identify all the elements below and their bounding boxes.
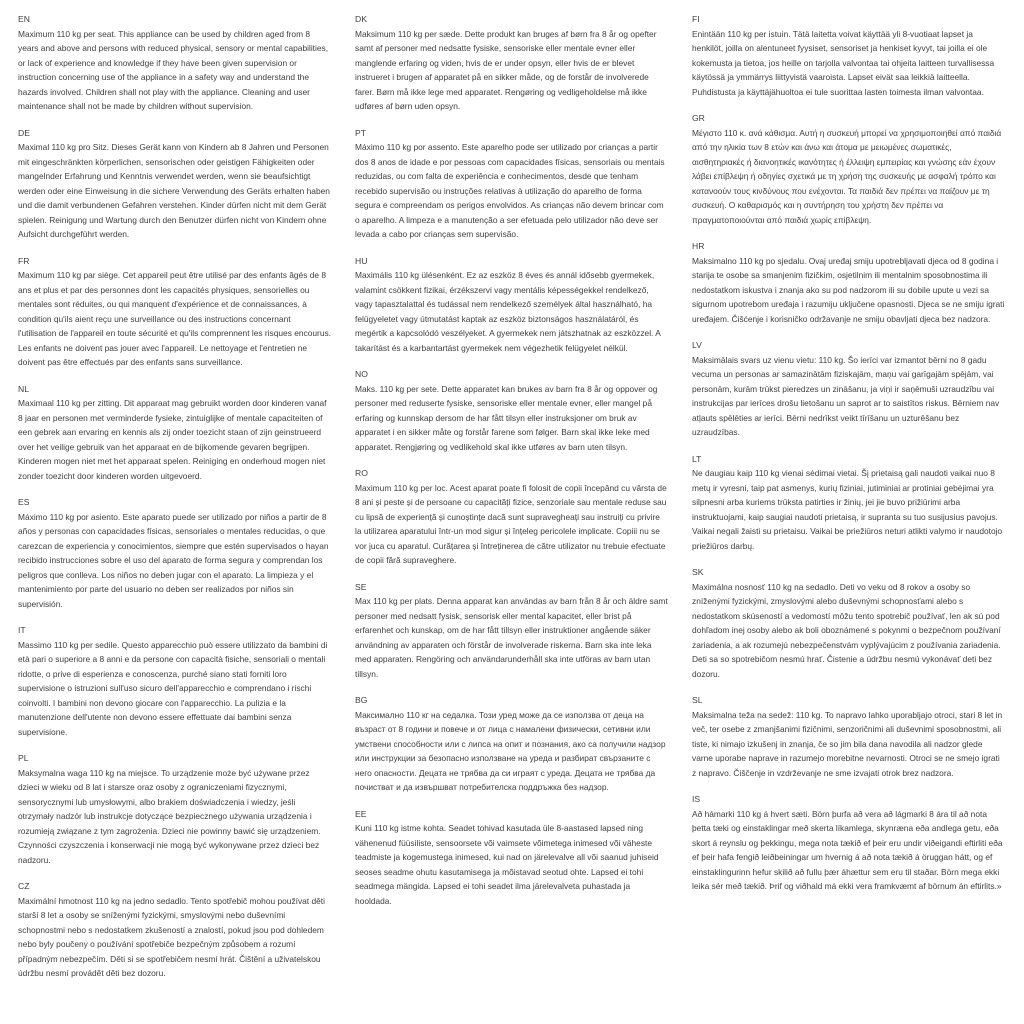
language-code-no: NO [355, 369, 368, 379]
lang-section-pl [18, 751, 331, 867]
column-1 [18, 12, 331, 981]
language-code-hu: HU [355, 255, 368, 266]
lang-section-fr [18, 254, 331, 370]
lang-section-en [18, 12, 331, 114]
language-paragraph-se: Max 110 kg per plats. Denna apparat kan användas av barn från 8 år och äldre samt personer med nedsatt fysisk, sensorisk eller mental kapacitet, eller brist på erfarenhet och kunskap, om de har fått tillsyn eller instruktioner angående säker användning av apparaten och förstår de involverade riskerna. Barn ska inte leka med apparaten. Rengöring och användarunderhåll ska inte utföras av barn utan tillsyn. [355, 596, 668, 679]
language-code-lv: LV [692, 340, 702, 350]
column-3 [692, 12, 1005, 981]
language-paragraph-is: Að hámarki 110 kg á hvert sæti. Börn þurfa að vera að lágmarki 8 ára til að nota þetta tæki og einstaklingar með skerta líkamlega, skynræna eða andlega getu, eða skort á reynslu og þekkingu, mega nota tækið ef þeir eru undir viðeigandi eftirliti eða ef þeir hafa fengið leiðbeiningar um hvernig á að nota tækið á öruggan hátt, og ef einstaklingurinn hefur skilið að fullu þær áhættur sem eru til staðar. Börn mega ekki leika sér með tækið. Þrif og viðhald má ekki vera framkvæmt af börnum án eftirlits.» [692, 808, 1003, 891]
language-code-sl: SL [692, 695, 703, 705]
language-code-sk: SK [692, 567, 704, 577]
lang-section-fi [692, 12, 1005, 99]
language-code-lt: LT [692, 453, 702, 464]
language-code-de: DE [18, 127, 30, 138]
lang-section-de [18, 126, 331, 242]
language-code-pl: PL [18, 753, 29, 763]
lang-section-no [355, 367, 668, 454]
language-code-hr: HR [692, 241, 705, 251]
language-paragraph-lt: Ne daugiau kaip 110 kg vienai sėdimai vietai. Šį prietaisą gali naudoti vaikai nuo 8 metų ir vyresni, taip pat asmenys, kurių fiziniai, jutiminiai ar protiniai gebėjimai yra silpnesni arba kuriems trūksta patirties ir žinių, jei jie buvo prižiūrimi arba instruktuojami, kaip saugiai naudoti prietaisą, ir supranta su tuo susijusius pavojus. Vaikai negali žaisti su prietaisu. Vaikai be priežiūros neturi atlikti valymo ir naudotojo priežiūros darbų. [692, 468, 1003, 551]
lang-section-sk [692, 565, 1005, 681]
language-paragraph-pl: Maksymalna waga 110 kg na miejsce. To urządzenie może być używane przez dzieci w wieku od 8 lat i starsze oraz osoby z ograniczeniami fizycznymi, sensorycznymi lub umysłowymi, albo brakiem doświadczenia i wiedzy, jeśli otrzymały nadzór lub instrukcje dotyczące bezpiecznego używania urządzenia i rozumieją związane z tym zagrożenia. Dzieci nie powinny bawić się urządzeniem. Czynności czyszczenia i konserwacji nie mogą być wykonywane przez dzieci bez nadzoru. [18, 767, 321, 865]
language-code-it: IT [18, 625, 26, 635]
language-paragraph-nl: Maximaal 110 kg per zitting. Dit apparaat mag gebruikt worden door kinderen vanaf 8 jaar en personen met verminderde fysieke, zintuiglijke of mentale capaciteiten of een gebrek aan ervaring en kennis als zij onder toezicht staan of zijn geinstrueerd over het veilige gebruik van het apparaat en de bijkomende gevaren begrijpen. Kinderen mogen niet met het apparaat spelen. Reiniging en onderhoud mogen niet zonder toezicht door kinderen worden uitgevoerd. [18, 398, 327, 481]
language-paragraph-dk: Maksimum 110 kg per sæde. Dette produkt kan bruges af børn fra 8 år og opefter samt af personer med nedsatte fysiske, sensoriske eller mentale evner eller manglende erfaring og viden, hvis de er under opsyn, eller hvis de er blevet instrueret i brugen af apparatet på en sikker måde, og de forstår de involverede farer. Børn må ikke lege med apparatet. Rengøring og vedligeholdelse må ikke udføres af børn uden opsyn. [355, 28, 657, 111]
language-paragraph-no: Maks. 110 kg per sete. Dette apparatet kan brukes av barn fra 8 år og oppover og personer med reduserte fysiske, sensoriske eller mentale evner, eller mangel på erfaring og kunnskap dersom de har fått tilsyn eller instruksjoner om bruk av apparatet i en sikker måte og forstår farene som følger. Barn skal ikke leke med apparatet. Rengjøring og vedlikehold skal ikke utføres av barn uten tilsyn. [355, 383, 658, 452]
language-code-nl: NL [18, 383, 29, 394]
lang-section-is [692, 792, 1005, 894]
lang-section-ee [355, 807, 668, 909]
language-paragraph-hr: Maksimalno 110 kg po sjedalu. Ovaj uređaj smiju upotrebljavati djeca od 8 godina i starija te osobe sa smanjenim fizičkim, osjetilnim ili mentalnim sposobnostima ili nedostatkom iskustva i znanja ako su pod nadzorom ili su dobile upute u vezi sa sigurnom upotrebom uređaja i razumiju uključene opasnosti. Djeca se ne smiju igrati uređajem. Čišćenje i korisničko održavanje ne smiju obavljati djeca bez nadzora. [692, 255, 1005, 324]
language-code-se: SE [355, 581, 367, 592]
language-paragraph-sk: Maximálna nosnosť 110 kg na sedadlo. Deti vo veku od 8 rokov a osoby so zníženými fyzickými, zmyslovými alebo duševnými schopnosťami alebo s nedostatkom skúseností a vedomostí môžu tento spotrebič používať, len ak sú pod dohľadom inej osoby alebo ak boli oboznámené s pokynmi o bezpečnom používaní zariadenia, a ak rozumejú nebezpečenstvám vyplývajúcim z používania zariadenia. Deti sa so spotrebičom nesmú hrať. Čistenie a údržbu nesmú vykonávať deti bez dozoru. [692, 581, 1001, 679]
lang-section-lt [692, 452, 1005, 554]
lang-section-cz [18, 879, 331, 981]
language-paragraph-fi: Enintään 110 kg per istuin. Tätä laitetta voivat käyttää yli 8-vuotiaat lapset ja henkilöt, joilla on alentuneet fyysiset, sensoriset ja henkiset kyvyt, tai joilla ei ole kokemusta ja tietoa, jos heille on tarjolla valvontaa tai ohjeita laitteen turvallisessa käytössä ja ymmärrys liittyvistä vaaroista. Lapset eivät saa leikkiä laitteella. Puhdistusta ja käyttäjähuoltoa ei tule suorittaa lasten toimesta ilman valvontaa. [692, 28, 995, 97]
language-code-en: EN [18, 14, 30, 24]
language-code-bg: BG [355, 695, 368, 705]
language-paragraph-es: Máximo 110 kg por asiento. Este aparato puede ser utilizado por niños a partir de 8 años y personas con capacidades físicas, sensoriales o mentales reducidas, o que carezcan de experiencia y conocimientos, siempre que estén supervisados o hayan recibido instrucciones sobre el uso del aparato de forma segura y comprendan los peligros que conlleva. Los niños no deben jugar con el aparato. La limpieza y el mantenimiento por parte del usuario no deben ser realizados por niños sin supervisión. [18, 511, 329, 609]
language-code-ee: EE [355, 808, 367, 819]
language-code-dk: DK [355, 14, 367, 24]
language-code-ro: RO [355, 468, 368, 478]
language-code-cz: CZ [18, 881, 30, 891]
language-code-fi: FI [692, 14, 700, 24]
lang-section-gr [692, 111, 1005, 227]
lang-section-lv [692, 338, 1005, 440]
lang-section-bg [355, 693, 668, 795]
lang-section-hr [692, 239, 1005, 326]
lang-section-es [18, 495, 331, 611]
language-paragraph-hu: Maximális 110 kg ülésenként. Ez az eszköz 8 éves és annál idősebb gyermekek, valamint csökkent fizikai, érzékszervi vagy mentális képességekkel rendelkező, vagy tapasztalattal és tudással nem rendelkező személyek által használható, ha felügyeletet vagy útmutatást kaptak az eszköz biztonságos használatáról, és megértik a kapcsolódó veszélyeket. A gyermekek nem játszhatnak az eszközzel. A takarítást és a karbantartást gyermekek nem végezhetik felügyelet nélkül. [355, 270, 661, 353]
language-code-gr: GR [692, 113, 705, 123]
language-paragraph-de: Maximal 110 kg pro Sitz. Dieses Gerät kann von Kindern ab 8 Jahren und Personen mit eingeschränkten körperlichen, sensorischen oder geistigen Fähigkeiten oder mangelnder Erfahrung und Kenntnis verwendet werden, wenn sie beaufsichtigt werden oder eine Einweisung in die sichere Verwendung des Geräts erhalten haben und die damit verbundenen Gefahren verstehen. Kinder dürfen nicht mit dem Gerät spielen. Reinigung und Wartung durch den Benutzer dürfen nicht von Kindern ohne Aufsicht durchgeführt werden. [18, 142, 330, 239]
language-paragraph-lv: Maksimālais svars uz vienu vietu: 110 kg. Šo ierīci var izmantot bērni no 8 gadu vecuma un personas ar samazinātām fiziskajām, maņu vai garīgajām spējām, vai personām, kurām trūkst pieredzes un zināšanu, ja viņi ir saņēmuši uzraudzību vai instrukcijas par ierīces drošu lietošanu un saprot ar to saistītos riskus. Bērniem nav atļauts spēlēties ar ierīci. Bērni nedrīkst veikt tīrīšanu un uzturēšanu bez uzraudzības. [692, 354, 1000, 437]
language-code-pt: PT [355, 127, 366, 138]
lang-section-pt [355, 126, 668, 242]
language-paragraph-sl: Maksimalna teža na sedež: 110 kg. To napravo lahko uporabljajo otroci, stari 8 let in več, ter osebe z zmanjšanimi fizičnimi, senzoričnimi ali duševnimi sposobnostmi, ali tiste, ki nimajo izkušenj in znanja, če so jim bila dana navodila ali nadzor glede varne uporabe naprave in razumejo morebitne nevarnosti. Otroci se ne smejo igrati z napravo. Čiščenje in vzdrževanje ne sme izvajati otrok brez nadzora. [692, 709, 1003, 778]
language-paragraph-fr: Maximum 110 kg par siège. Cet appareil peut être utilisé par des enfants âgés de 8 ans et plus et par des personnes dont les capacités physiques, sensorielles ou mentales sont réduites, ou qui manquent d'expérience et de connaissances, à condition qu'ils aient reçu une surveillance ou des instructions concernant l'utilisation de l'appareil en toute sécurité et qu'ils comprennent les risques encourus. Les enfants ne doivent pas jouer avec l'appareil. Le nettoyage et l'entretien ne doivent pas être effectués par des enfants sans surveillance. [18, 270, 331, 367]
lang-section-sl [692, 693, 1005, 780]
language-code-fr: FR [18, 255, 30, 266]
lang-section-hu [355, 254, 668, 356]
language-paragraph-gr: Μέγιστο 110 κ. ανά κάθισμα. Αυτή η συσκευή μπορεί να χρησιμοποιηθεί από παιδιά από την ηλικία των 8 ετών και άνω και άτομα με μειωμένες σωματικές, αισθητηριακές ή διανοητικές ικανότητες ή έλλειψη εμπειρίας και γνώσης εάν έχουν λάβει επίβλεψη ή οδηγίες σχετικά με τη χρήση της συσκευής με ασφαλή τρόπο και κατανοούν τους κινδύνους που ενέχονται. Τα παιδιά δεν πρέπει να παίζουν με τη συσκευή. Ο καθαρισμός και η συντήρηση του χρήστη δεν πρέπει να πραγματοποιούνται από παιδιά χωρίς επίβλεψη. [692, 127, 1002, 225]
language-paragraph-it: Massimo 110 kg per sedile. Questo apparecchio può essere utilizzato da bambini di età pari o superiore a 8 anni e da persone con capacità fisiche, sensoriali o mentali ridotte, o prive di esperienza e conoscenza, purché siano stati forniti loro supervisione o istruzioni sull'uso sicuro dell'apparecchio e comprendano i rischi coinvolti. I bambini non devono giocare con l'apparecchio. La pulizia e la manutenzione dell'utente non devono essere effettuate dai bambini senza supervisione. [18, 639, 328, 737]
language-paragraph-en: Maximum 110 kg per seat. This appliance can be used by children aged from 8 years and above and persons with reduced physical, sensory or mental capabilities, or lack of experience and knowledge if they have been given supervision or instruction concerning use of the appliance in a safety way and understand the hazards involved. Children shall not play with the appliance. Cleaning and user maintenance shall not be made by children without supervision. [18, 28, 329, 111]
lang-section-ro [355, 466, 668, 568]
language-paragraph-pt: Máximo 110 kg por assento. Este aparelho pode ser utilizado por crianças a partir dos 8 anos de idade e por pessoas com capacidades físicas, sensoriais ou mentais reduzidas, ou com falta de experiência e conhecimentos, desde que tenham recebido supervisão ou instruções relativas à utilização do aparelho de forma segura e compreendam os perigos envolvidos. As crianças não devem brincar com o aparelho. A limpeza e a manutenção a ser efetuada pelo utilizador não deve ser levada a cabo por crianças sem supervisão. [355, 142, 665, 239]
language-paragraph-bg: Максимално 110 кг на седалка. Този уред може да се използва от деца на възраст от 8 години и повече и от лица с намалени физически, сетивни или умствени способности или с липса на опит и познания, ако са получили надзор или инструкции за безопасно използване на уреда и разбират свързаните с него опасности. Децата не трябва да си играят с уреда. Децата не трябва да почистват и да извършват потребителска поддръжка без надзор. [355, 709, 666, 792]
language-code-is: IS [692, 794, 701, 804]
lang-section-it [18, 623, 331, 739]
lang-section-nl [18, 382, 331, 484]
column-2 [355, 12, 668, 981]
lang-section-dk [355, 12, 668, 114]
language-paragraph-ee: Kuni 110 kg istme kohta. Seadet tohivad kasutada üle 8-aastased lapsed ning vähenenud füüsiliste, sensoorsete või vaimsete võimetega inimesed või väheste teadmiste ja kogemustega inimesed, kui nad on järelevalve all või saanud juhiseid seoses seadme ohutu kasutamisega ja mõistavad seotud ohte. Lapsed ei tohi seadmega mängida. Lapsed ei tohi seadet ilma järelevalveta puhastada ja hooldada. [355, 823, 659, 906]
language-paragraph-cz: Maximální hmotnost 110 kg na jedno sedadlo. Tento spotřebič mohou používat děti starší 8 let a osoby se sníženými fyzickými, smyslovými nebo duševními schopnostmi nebo s nedostatkem zkušeností a znalostí, pokud jsou pod dohledem nebo byly poučeny o používání spotřebiče bezpečným způsobem a rozumí případným nebezpečím. Děti si se spotřebičem nesmí hrát. Čištění a uživatelskou údržbu nesmí provádět děti bez dozoru. [18, 895, 325, 978]
language-code-es: ES [18, 497, 30, 507]
language-paragraph-ro: Maximum 110 kg per loc. Acest aparat poate fi folosit de copii începând cu vârsta de 8 ani și peste și de persoane cu capacități fizice, senzoriale sau mentale reduse sau cu lipsă de experiență și cunoștințe dacă sunt supravegheați sau instruiți cu privire la utilizarea aparatului într-un mod sigur și înțeleg pericolele implicate. Copiii nu se vor juca cu aparatul. Curățarea și întreținerea de către utilizator nu trebuie efectuate de copii fără supraveghere. [355, 482, 667, 565]
lang-section-se [355, 580, 668, 682]
